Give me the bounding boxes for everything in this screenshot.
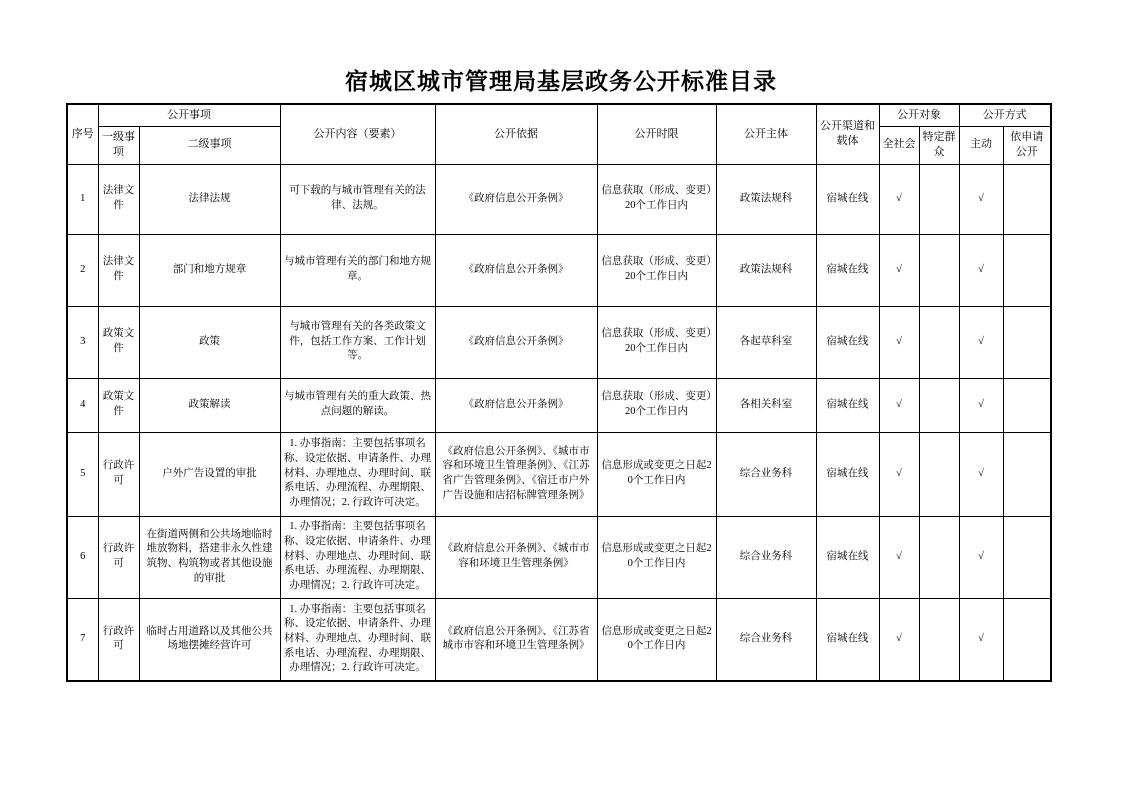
cell-level1: 法律文件 bbox=[98, 164, 139, 234]
cell-target-all-check: √ bbox=[879, 516, 919, 598]
cell-time-limit: 信息获取（形成、变更）20个工作日内 bbox=[597, 378, 716, 432]
cell-channel: 宿城在线 bbox=[816, 234, 879, 306]
cell-level2: 法律法规 bbox=[139, 164, 280, 234]
cell-method-active-check: √ bbox=[959, 432, 1003, 516]
cell-basis: 《政府信息公开条例》、《江苏省城市市容和环境卫生管理条例》 bbox=[435, 598, 597, 681]
cell-channel: 宿城在线 bbox=[816, 306, 879, 378]
table-row bbox=[67, 378, 1051, 432]
cell-num: 6 bbox=[67, 516, 98, 598]
cell-content: 与城市管理有关的部门和地方规章。 bbox=[280, 234, 435, 306]
cell-level2: 部门和地方规章 bbox=[139, 234, 280, 306]
cell-target-specific-check bbox=[919, 164, 959, 234]
page-title: 宿城区城市管理局基层政务公开标准目录 bbox=[345, 69, 777, 94]
cell-method-active-check: √ bbox=[959, 378, 1003, 432]
cell-time-limit: 信息形成或变更之日起20个工作日内 bbox=[597, 598, 716, 681]
cell-level1: 政策文件 bbox=[98, 378, 139, 432]
cell-method-request-check bbox=[1003, 234, 1051, 306]
cell-target-all-check: √ bbox=[879, 306, 919, 378]
cell-method-request-check bbox=[1003, 432, 1051, 516]
col-header-content: 公开内容（要素） bbox=[280, 104, 435, 164]
cell-basis: 《政府信息公开条例》 bbox=[435, 164, 597, 234]
cell-basis: 《政府信息公开条例》 bbox=[435, 378, 597, 432]
cell-content: 与城市管理有关的各类政策文件，包括工作方案、工作计划等。 bbox=[280, 306, 435, 378]
cell-num: 2 bbox=[67, 234, 98, 306]
cell-basis: 《政府信息公开条例》 bbox=[435, 234, 597, 306]
cell-level2: 政策解读 bbox=[139, 378, 280, 432]
cell-num: 5 bbox=[67, 432, 98, 516]
cell-subject: 综合业务科 bbox=[716, 598, 816, 681]
cell-level1: 政策文件 bbox=[98, 306, 139, 378]
cell-level2: 在街道两侧和公共场地临时堆放物料，搭建非永久性建筑物、构筑物或者其他设施的审批 bbox=[139, 516, 280, 598]
cell-subject: 政策法规科 bbox=[716, 164, 816, 234]
cell-num: 4 bbox=[67, 378, 98, 432]
cell-content: 1. 办事指南：主要包括事项名称、设定依据、申请条件、办理材料、办理地点、办理时间、联系电话、办理流程、办理期限、办理情况；2. 行政许可决定。 bbox=[280, 432, 435, 516]
cell-basis: 《政府信息公开条例》 bbox=[435, 306, 597, 378]
disclosure-standard-table bbox=[66, 103, 1052, 682]
col-header-level2: 二级事项 bbox=[139, 126, 280, 164]
table-row bbox=[67, 306, 1051, 378]
cell-method-request-check bbox=[1003, 598, 1051, 681]
cell-basis: 《政府信息公开条例》、《城市市容和环境卫生管理条例》、《江苏省广告管理条例》、《宿迁市户外广告设施和店招标牌管理条例》 bbox=[435, 432, 597, 516]
col-header-method-active: 主动 bbox=[959, 126, 1003, 164]
cell-time-limit: 信息形成或变更之日起20个工作日内 bbox=[597, 516, 716, 598]
col-header-target-all: 全社会 bbox=[879, 126, 919, 164]
cell-target-specific-check bbox=[919, 598, 959, 681]
col-header-method-request: 依申请公开 bbox=[1003, 126, 1051, 164]
cell-target-specific-check bbox=[919, 432, 959, 516]
cell-target-all-check: √ bbox=[879, 432, 919, 516]
cell-num: 1 bbox=[67, 164, 98, 234]
col-header-num: 序号 bbox=[67, 104, 98, 164]
cell-method-request-check bbox=[1003, 306, 1051, 378]
cell-target-specific-check bbox=[919, 234, 959, 306]
cell-subject: 各相关科室 bbox=[716, 378, 816, 432]
col-header-subject: 公开主体 bbox=[716, 104, 816, 164]
cell-num: 7 bbox=[67, 598, 98, 681]
cell-content: 与城市管理有关的重大政策、热点问题的解读。 bbox=[280, 378, 435, 432]
col-header-method-group: 公开方式 bbox=[959, 104, 1051, 126]
cell-time-limit: 信息获取（形成、变更）20个工作日内 bbox=[597, 306, 716, 378]
cell-subject: 政策法规科 bbox=[716, 234, 816, 306]
cell-method-active-check: √ bbox=[959, 306, 1003, 378]
cell-basis: 《政府信息公开条例》、《城市市容和环境卫生管理条例》 bbox=[435, 516, 597, 598]
cell-level1: 行政许可 bbox=[98, 432, 139, 516]
cell-level1: 行政许可 bbox=[98, 598, 139, 681]
cell-method-active-check: √ bbox=[959, 516, 1003, 598]
cell-channel: 宿城在线 bbox=[816, 378, 879, 432]
cell-channel: 宿城在线 bbox=[816, 164, 879, 234]
cell-target-specific-check bbox=[919, 516, 959, 598]
cell-subject: 综合业务科 bbox=[716, 432, 816, 516]
col-header-basis: 公开依据 bbox=[435, 104, 597, 164]
table-row bbox=[67, 234, 1051, 306]
cell-level2: 户外广告设置的审批 bbox=[139, 432, 280, 516]
col-header-target-group: 公开对象 bbox=[879, 104, 959, 126]
cell-level2: 临时占用道路以及其他公共场地摆摊经营许可 bbox=[139, 598, 280, 681]
cell-level1: 法律文件 bbox=[98, 234, 139, 306]
header-row-1 bbox=[67, 104, 1051, 126]
cell-method-active-check: √ bbox=[959, 164, 1003, 234]
col-header-target-specific: 特定群众 bbox=[919, 126, 959, 164]
cell-method-request-check bbox=[1003, 378, 1051, 432]
cell-method-active-check: √ bbox=[959, 234, 1003, 306]
cell-level1: 行政许可 bbox=[98, 516, 139, 598]
cell-channel: 宿城在线 bbox=[816, 598, 879, 681]
cell-channel: 宿城在线 bbox=[816, 432, 879, 516]
cell-time-limit: 信息形成或变更之日起20个工作日内 bbox=[597, 432, 716, 516]
col-header-time-limit: 公开时限 bbox=[597, 104, 716, 164]
cell-time-limit: 信息获取（形成、变更）20个工作日内 bbox=[597, 164, 716, 234]
cell-level2: 政策 bbox=[139, 306, 280, 378]
table-row bbox=[67, 516, 1051, 598]
table-row bbox=[67, 598, 1051, 681]
cell-channel: 宿城在线 bbox=[816, 516, 879, 598]
col-header-item-group: 公开事项 bbox=[98, 104, 280, 126]
table-row bbox=[67, 432, 1051, 516]
cell-target-specific-check bbox=[919, 378, 959, 432]
cell-method-request-check bbox=[1003, 516, 1051, 598]
cell-content: 1. 办事指南：主要包括事项名称、设定依据、申请条件、办理材料、办理地点、办理时间、联系电话、办理流程、办理期限、办理情况；2. 行政许可决定。 bbox=[280, 598, 435, 681]
cell-target-all-check: √ bbox=[879, 234, 919, 306]
cell-target-all-check: √ bbox=[879, 378, 919, 432]
cell-subject: 各起草科室 bbox=[716, 306, 816, 378]
col-header-level1: 一级事项 bbox=[98, 126, 139, 164]
cell-method-active-check: √ bbox=[959, 598, 1003, 681]
cell-target-specific-check bbox=[919, 306, 959, 378]
cell-method-request-check bbox=[1003, 164, 1051, 234]
cell-content: 可下载的与城市管理有关的法律、法规。 bbox=[280, 164, 435, 234]
cell-target-all-check: √ bbox=[879, 164, 919, 234]
cell-content: 1. 办事指南：主要包括事项名称、设定依据、申请条件、办理材料、办理地点、办理时间、联系电话、办理流程、办理期限、办理情况；2. 行政许可决定。 bbox=[280, 516, 435, 598]
cell-num: 3 bbox=[67, 306, 98, 378]
table-row bbox=[67, 164, 1051, 234]
cell-subject: 综合业务科 bbox=[716, 516, 816, 598]
cell-target-all-check: √ bbox=[879, 598, 919, 681]
cell-time-limit: 信息获取（形成、变更）20个工作日内 bbox=[597, 234, 716, 306]
col-header-channel: 公开渠道和载体 bbox=[816, 104, 879, 164]
